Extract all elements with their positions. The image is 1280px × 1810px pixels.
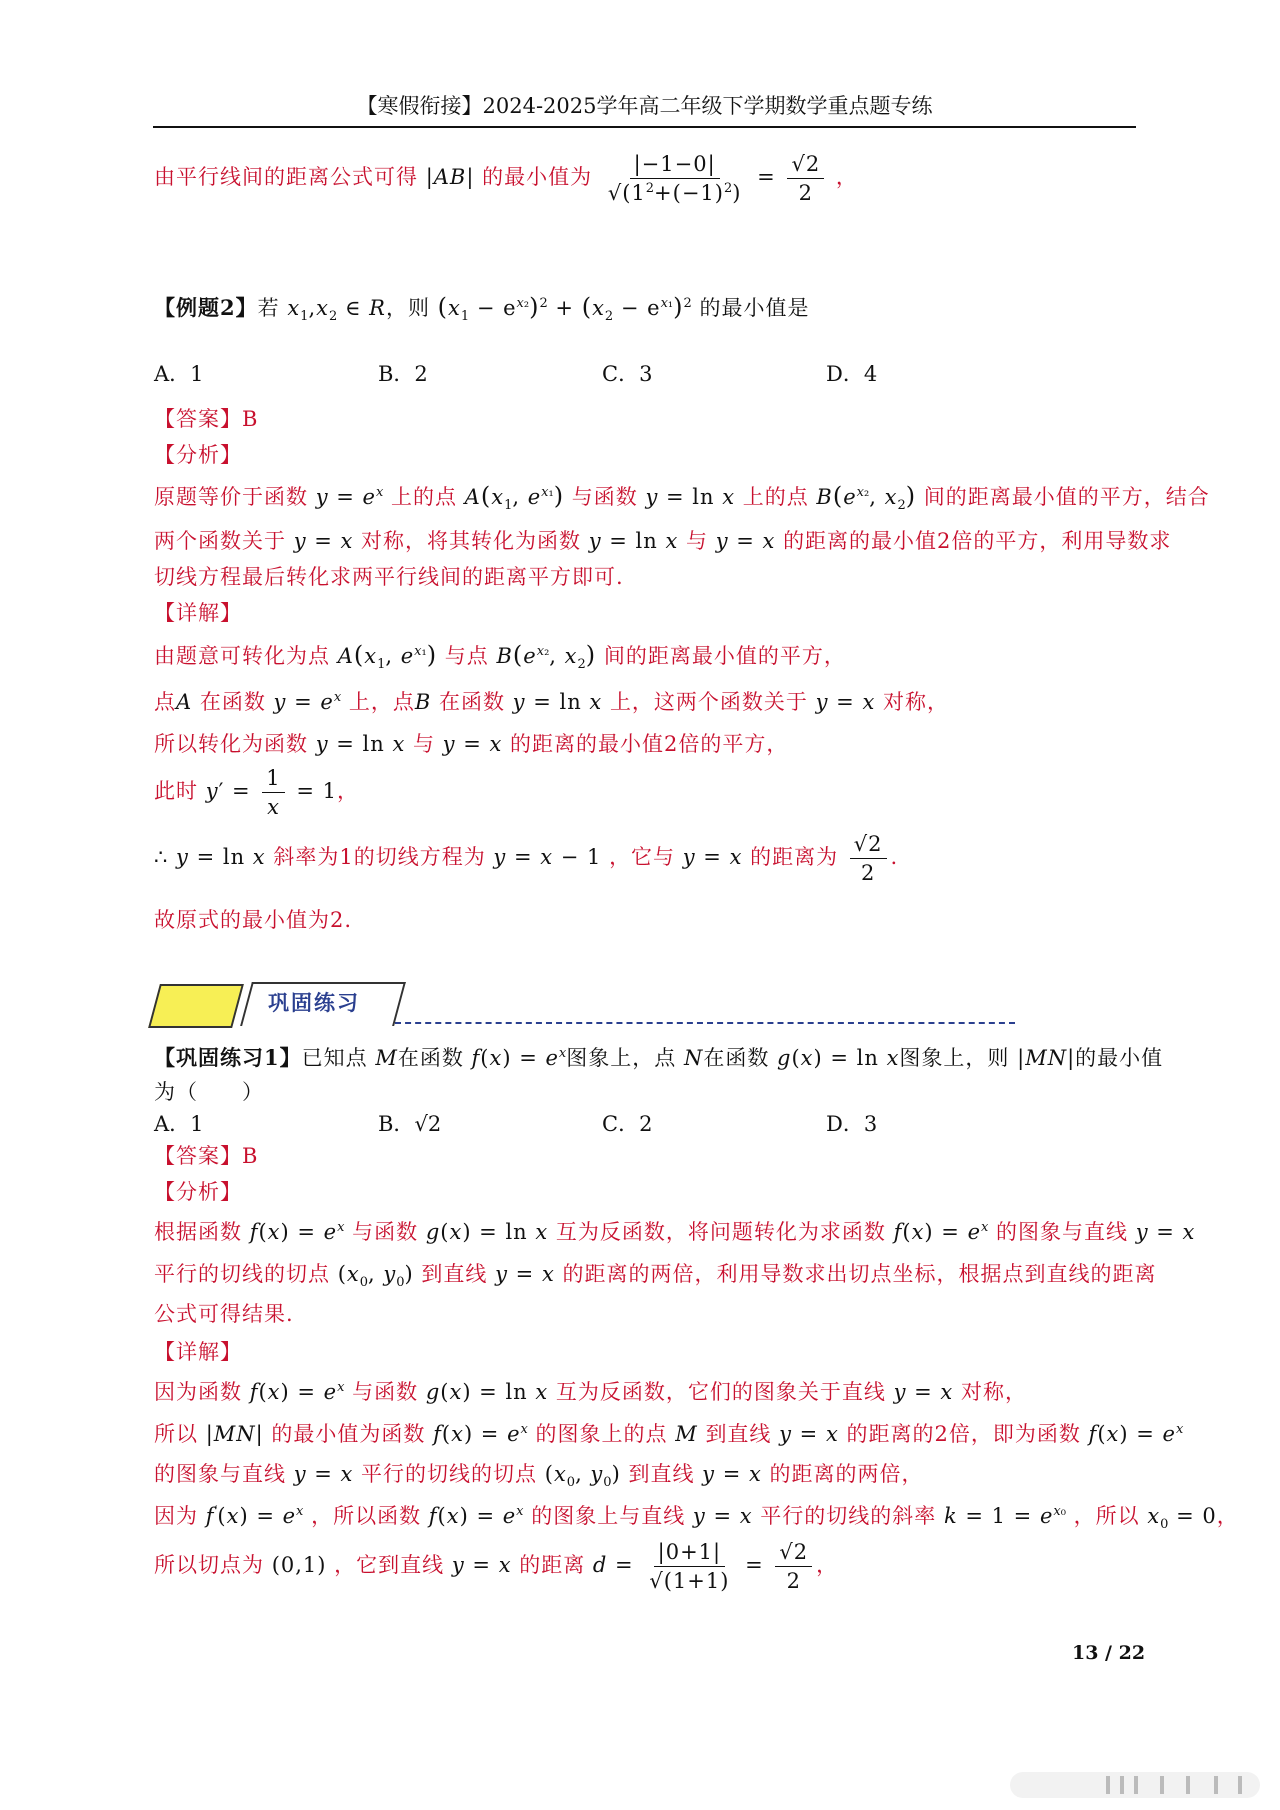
- p1-answer-line: 【答案】B: [154, 1144, 259, 1168]
- parallel-distance-line: 由平行线间的距离公式可得 |AB| 的最小值为 $\frac{|-1-0|}{√(1^2+(-1)^2)}$ = $\frac{√2}{2}$ ，: [154, 152, 858, 206]
- analysis-line-3: 切线方程最后转化求两平行线间的距离平方即可.: [154, 565, 624, 589]
- example-2-stem: 【例题2】若 $x_1,x_2$ ∈ R，则 $(x_1 - e^{x_2})^2 + (x_2 - e^{x_1})^2$ 的最小值是: [154, 293, 810, 325]
- detail-line-1: 由题意可转化为点 $A(x_1$, $e^{x_1}$) 与点 $B(e^{x_2}$, $x_2$) 间的距离最小值的平方，: [154, 641, 846, 673]
- page-number: 13 / 22: [1072, 1642, 1146, 1664]
- analysis-line-1: 原题等价于函数 $y = e^x$ 上的点 $A(x_1$, $e^{x_1}$) 与函数 y = ln x 上的点 $B(e^{x_2}$, $x_2$) 间的距离最小值的平方，结合: [154, 482, 1210, 514]
- practice-1-stem: 【巩固练习1】已知点 M在函数 $f(x) = e^x$图象上，点 N在函数 g(x) = ln x图象上，则 |MN|的最小值: [154, 1045, 1164, 1070]
- practice-1-stem-2: 为（ ）: [154, 1080, 264, 1104]
- one-over-x-fraction: $\frac{1}{x}$: [262, 766, 284, 819]
- option-a: A．1: [154, 362, 204, 386]
- practice-1-label: 【巩固练习1】: [154, 1045, 302, 1070]
- answer-value: B: [242, 407, 259, 431]
- sec1-text-2: 的最小值为: [482, 165, 593, 190]
- p1-detail-line-2: 所以 |MN| 的最小值为函数 $f(x) = e^x$ 的图象上的点 M 到直线 y = x 的距离的2倍，即为函数 $f(x) = e^x$: [154, 1422, 1184, 1446]
- p1-option-b: B．√2: [378, 1112, 442, 1136]
- p1-answer-value: B: [242, 1144, 259, 1168]
- sqrt2-over-2-c: $\frac{√2}{2}$: [775, 1540, 812, 1593]
- sec1-text: 由平行线间的距离公式可得: [154, 165, 418, 190]
- analysis-tag: 【分析】: [154, 443, 242, 467]
- distance-fraction: $\frac{|-1-0|}{√(1^2+(-1)^2)}$: [607, 152, 742, 206]
- p1-detail-line-1: 因为函数 $f(x) = e^x$ 与函数 g(x) = ln x 互为反函数，它们的图象关于直线 y = x 对称，: [154, 1380, 1027, 1404]
- analysis-line-2: 两个函数关于 y = x 对称，将其转化为函数 y = ln x 与 y = x 的距离的最小值2倍的平方，利用导数求: [154, 529, 1172, 553]
- p1-analysis-tag: 【分析】: [154, 1180, 242, 1204]
- corner-logo-icon: [1010, 1766, 1260, 1802]
- detail-line-4: 此时 y′ = $\frac{1}{x}$ = 1，: [154, 766, 359, 820]
- p1-detail-line-4: 因为 $f'(x) = e^x$ ，所以函数 $f(x) = e^x$ 的图象上与直线 y = x 平行的切线的斜率 $k = 1 = e^{x_0}$ ，所以 $x_0 = 0$，: [154, 1504, 1239, 1533]
- section-yellow-block: [148, 984, 244, 1028]
- p1-analysis-line-2: 平行的切线的切点 ($x_0$, $y_0$) 到直线 y = x 的距离的两倍，利用导数求出切点坐标，根据点到直线的距离: [154, 1262, 1157, 1291]
- header-rule: [153, 126, 1136, 128]
- detail-tag: 【详解】: [154, 601, 242, 625]
- distance-d-fraction: $\frac{|0+1|}{√(1+1)}$: [649, 1540, 730, 1594]
- p1-detail-line-3: 的图象与直线 y = x 平行的切线的切点 ($x_0$, $y_0$) 到直线 y = x 的距离的两倍，: [154, 1462, 924, 1491]
- sqrt2-over-2-b: $\frac{√2}{2}$: [850, 832, 887, 885]
- p1-analysis-line-1: 根据函数 $f(x) = e^x$ 与函数 g(x) = ln x 互为反函数，将问题转化为求函数 $f(x) = e^x$ 的图象与直线 y = x: [154, 1220, 1196, 1244]
- detail-line-2: 点A 在函数 $y = e^x$ 上，点B 在函数 y = ln x 上，这两个函数关于 y = x 对称，: [154, 690, 949, 714]
- p1-detail-tag: 【详解】: [154, 1340, 242, 1364]
- page-header-title: 【寒假衔接】2024-2025学年高二年级下学期数学重点题专练: [356, 94, 933, 118]
- p1-option-a: A．1: [154, 1112, 204, 1136]
- p1-option-c: C．2: [602, 1112, 653, 1136]
- option-d: D．4: [826, 362, 878, 386]
- p1-option-d: D．3: [826, 1112, 878, 1136]
- example-2-label: 【例题2】: [154, 295, 258, 320]
- section-label: 巩固练习: [268, 990, 360, 1015]
- p1-analysis-line-3: 公式可得结果.: [154, 1302, 294, 1326]
- detail-line-5: ∴ y = ln x 斜率为1的切线方程为 y = x − 1 ，它与 y = x 的距离为 $\frac{√2}{2}$ .: [154, 832, 899, 886]
- answer-line: 【答案】B: [154, 407, 259, 431]
- detail-line-3: 所以转化为函数 y = ln x 与 y = x 的距离的最小值2倍的平方，: [154, 732, 789, 756]
- p1-detail-line-5: 所以切点为 (0,1) ，它到直线 y = x 的距离 d = $\frac{|0+1|}{√(1+1)}$ = $\frac{√2}{2}$ ，: [154, 1540, 839, 1594]
- sqrt2-over-2: $\frac{√2}{2}$: [787, 152, 824, 205]
- option-c: C．3: [602, 362, 653, 386]
- option-b: B．2: [378, 362, 428, 386]
- section-dashed-rule: [395, 1022, 1015, 1024]
- detail-line-6: 故原式的最小值为2.: [154, 908, 353, 932]
